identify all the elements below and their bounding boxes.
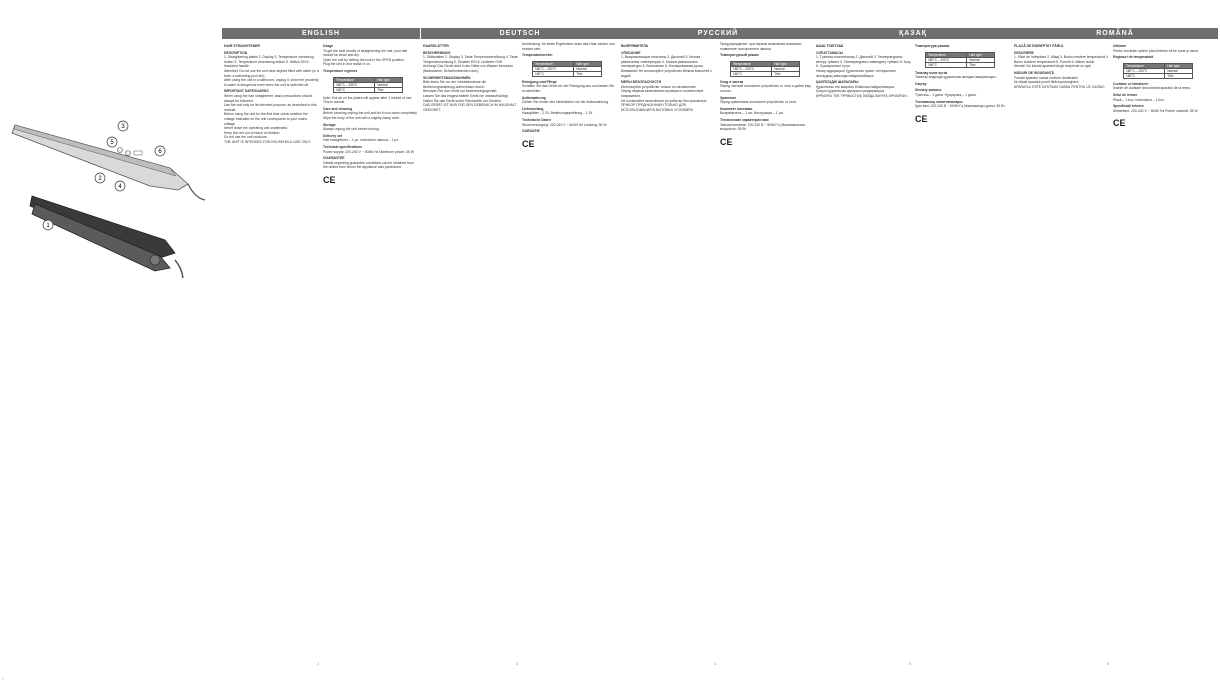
table-cell: Thin xyxy=(967,62,995,67)
paragraph: Never leave the operating unit unattended. xyxy=(224,126,289,131)
paragraph: Ziehen Sie immer den Netzstecker vor der Aufbewahrung. xyxy=(522,100,610,105)
section-heading: Уход и чистка xyxy=(720,79,744,84)
paragraph: Құрылғыны тек мақсаты бойынша пайдаланыңыз. xyxy=(816,84,895,89)
paragraph: Always unplug the unit before storing. xyxy=(323,127,380,132)
paragraph: Stromversorgung: 220-240 V ~ 50/60 Hz Leistung: 35 W xyxy=(522,122,607,127)
section-heading: ОПИСАНИЕ xyxy=(621,50,641,55)
straightener-top-view xyxy=(12,125,205,200)
table-cell: 180°C – 200°C xyxy=(731,66,772,71)
section-heading: Хранение xyxy=(720,95,737,100)
table-cell: 160°C xyxy=(926,62,967,67)
paragraph: Nu lăsați aparatul pornit fără supraveghere. xyxy=(1014,80,1080,85)
paragraph: Keep the unit out of reach of children. xyxy=(224,130,281,135)
section-heading: Температурный режим xyxy=(720,53,759,58)
paragraph: Электропитание: 220-240 В ~ 50/60 Гц Максимальная мощность: 35 Вт xyxy=(720,122,805,132)
paragraph: Перед хранением отключите устройство от сети. xyxy=(720,100,797,105)
paragraph: Назар аударыңыз! Құрылғыны сумен толтырылған заттардың жанында пайдаланбаңыз. xyxy=(816,68,896,78)
paragraph: Înainte de curățare deconectați aparatul de la rețea. xyxy=(1113,86,1191,91)
paragraph: When using the hair straightener, basic precautions should always be followed. xyxy=(224,93,313,103)
callout-1: 1 xyxy=(46,223,50,229)
paragraph: Halten Sie das Gerät außer Reichweite von Kindern. xyxy=(423,98,502,103)
section-heading: Utilizare xyxy=(1113,44,1127,48)
page-number: 4 xyxy=(714,661,717,666)
table-cell: Thin xyxy=(772,71,800,76)
section-heading: BESCHREIBUNG xyxy=(423,50,451,55)
table-cell: Hair type xyxy=(772,61,800,66)
paragraph: Wipe the body of the unit with a slightly damp cloth. xyxy=(323,115,401,120)
paragraph: Pentru rezultate optime părul trebuie să fie curat și uscat. xyxy=(1113,48,1199,53)
section-heading: Technische Daten xyxy=(522,117,551,122)
table-cell: 180°C – 200°C xyxy=(926,57,967,62)
paragraph: Bitte lesen Sie vor der Inbetriebnahme die Bedienungsanleitung aufmerksam durch. xyxy=(423,80,487,89)
column-header: ENGLISH xyxy=(222,28,420,39)
section-heading: HAIR STRAIGHTENER xyxy=(224,44,260,48)
paragraph: Anwendung: für beste Ergebnisse muss das Haar sauber und trocken sein. xyxy=(522,42,615,51)
paragraph: THE UNIT IS INTENDED FOR HOUSEHOLD USE ONLY. xyxy=(224,139,311,144)
paragraph: Не оставляйте включённое устройство без присмотра. xyxy=(621,98,708,103)
page-number: 5 xyxy=(909,661,912,666)
section-heading: Aufbewahrung xyxy=(522,95,546,100)
text-subcolumn-left xyxy=(621,42,716,662)
table-cell: Hair type xyxy=(967,52,995,57)
paragraph: Перед чисткой отключите устройство от сети и дайте ему остыть. xyxy=(720,84,811,93)
paragraph: Выпрямитель – 1 шт. Инструкция – 1 шт. xyxy=(720,111,784,116)
section-heading: Usage xyxy=(323,44,334,48)
section-heading: SICHERHEITSMASSNAHMEN xyxy=(423,75,471,80)
section-heading: PLACĂ DE ÎNDREPTAT PĂRUL xyxy=(1014,44,1064,48)
text-subcolumn-left xyxy=(816,42,911,662)
text-subcolumn-left xyxy=(224,42,319,662)
column-header: ҚАЗАҚ xyxy=(814,28,1012,39)
straightener-side-view xyxy=(30,196,183,278)
paragraph: Achtung! Das Gerät nicht in der Nähe von Wasser benutzen (Badewanne, Schwimmbecken usw.). xyxy=(423,64,513,73)
text-subcolumn-left xyxy=(423,42,518,662)
paragraph: Haarglätter – 1 St. Bedienungsanleitung – 1 St. xyxy=(522,111,593,116)
page-number: 6 xyxy=(1107,661,1110,666)
product-illustration xyxy=(0,28,222,278)
table-cell: Normal xyxy=(772,66,800,71)
paragraph: 1. Түзеткіш пластиналар 2. Дисплей 3. Температураны көтеру түймесі 4. Температураны төмендету түймесі 5. Қосу 6. Оқшауланған тұтқа xyxy=(816,55,911,69)
table-cell: Normal xyxy=(375,82,403,87)
section-heading: HAARGLÄTTER xyxy=(423,44,449,48)
paragraph: 1. Glättplatten 2. Display 3. Taste Temperaturerhöhung 4. Taste Temperatursenkung 5. Schalter EIN 6. Isolierter Griff xyxy=(423,55,518,64)
ce-mark: CE xyxy=(323,174,336,185)
paragraph: ҚҰРЫЛҒЫ ТЕК ТҰРМЫСТЫҚ ПАЙДАЛАНУҒА АРНАЛҒАН. xyxy=(816,93,908,98)
table-cell: Temperature xyxy=(926,52,967,57)
text-subcolumn-right xyxy=(323,42,418,662)
table-cell: Thin xyxy=(574,71,602,76)
table-cell: Hair type xyxy=(574,61,602,66)
callout-2: 2 xyxy=(98,176,102,182)
paragraph: Lassen Sie das eingeschaltete Gerät nie unbeaufsichtigt. xyxy=(423,93,509,98)
page-number: 3 xyxy=(516,661,519,666)
paragraph: ПРИБОР ПРЕДНАЗНАЧЕН ТОЛЬКО ДЛЯ ИСПОЛЬЗОВАНИЯ В БЫТОВЫХ УСЛОВИЯХ. xyxy=(621,103,694,112)
paragraph: Тазалау алдында құрылғыны желіден ажыратыңыз. xyxy=(915,75,997,80)
section-heading: Lieferumfang xyxy=(522,106,544,111)
column-deutsch xyxy=(421,28,619,668)
text-subcolumn-right xyxy=(915,42,1010,662)
paragraph: Внимание! Не используйте устройство вблизи ёмкостей с водой. xyxy=(621,68,712,78)
table-cell: Temperature xyxy=(1124,63,1165,68)
callout-5: 5 xyxy=(110,140,114,146)
section-heading: Regimuri de temperatură xyxy=(1113,55,1154,60)
paragraph: Use the unit only for its intended purpose, as described in this manual. xyxy=(224,103,317,112)
section-heading: Curățare și întreținere xyxy=(1113,81,1149,86)
paragraph: Schalten Sie das Gerät vor der Reinigung aus und lassen Sie es abkühlen. xyxy=(522,84,615,93)
page-number: 2 xyxy=(317,661,320,666)
section-heading: MĂSURI DE SIGURANȚĂ xyxy=(1014,70,1055,75)
callout-3: 3 xyxy=(121,124,125,130)
table-cell: 160°C xyxy=(731,71,772,76)
paragraph: Alimentare: 220-240 V ~ 50/60 Hz Putere maximă: 35 W xyxy=(1113,108,1198,113)
ce-mark: CE xyxy=(915,113,928,124)
temperature-table xyxy=(1123,63,1193,79)
table-cell: Temperature xyxy=(731,61,772,66)
paragraph: Attention! Do not use the unit near objects filled with water (in a bath, a swimming pool etc). xyxy=(224,68,319,78)
table-cell: 180°C – 200°C xyxy=(334,82,375,87)
ce-mark: CE xyxy=(720,136,733,147)
table-cell: 160°C xyxy=(533,71,574,76)
paragraph: Hair straightener – 1 pc. Instruction manual – 1 pc. xyxy=(323,138,399,143)
paragraph: Перед первым включением проверьте соответствие напряжения. xyxy=(621,89,704,98)
paragraph: Используйте устройство только по назначению. xyxy=(621,84,697,89)
paragraph: 1. Straightening plates 2. Display 3. Temperature increasing button 4. Temperature decreasing button 5. Switch ON 6. Insulated handle xyxy=(224,55,314,69)
paragraph: Atenție! Nu folosiți aparatul lângă recipiente cu apă. xyxy=(1014,64,1092,69)
paragraph: Before using the unit for the first time check whether the voltage indicated on the unit corresponds to your mains voltage. xyxy=(224,112,308,126)
paragraph: Power supply: 220-240 V ~ 50/60 Hz Maximum power: 35 W xyxy=(323,149,414,154)
column-russian xyxy=(619,28,817,668)
paragraph: Түзеткіш – 1 дана. Нұсқаулық – 1 дана. xyxy=(915,92,977,97)
section-heading: Reinigung und Pflege xyxy=(522,79,557,84)
table-cell: 180°C – 200°C xyxy=(1124,68,1165,73)
paragraph: Қуат көзі: 220-240 В ~ 50/60 Гц Максималды қуаты: 35 Вт xyxy=(915,104,1005,109)
table-cell: Hair type xyxy=(1165,63,1193,68)
section-heading: DESCRIERE xyxy=(1014,50,1034,55)
section-heading: Temperature regimes xyxy=(323,68,358,73)
section-heading: GARANTIE xyxy=(522,129,540,134)
column-header: ROMÂNĂ xyxy=(1012,28,1218,39)
table-cell: 160°C xyxy=(334,87,375,92)
temperature-table xyxy=(730,61,800,77)
temperature-table xyxy=(925,52,995,68)
section-heading: Specificații tehnice xyxy=(1113,104,1144,109)
section-heading: ВЫПРЯМИТЕЛЬ xyxy=(621,44,649,48)
paragraph: Note: Hot air on the plates will appear after 1 minute of use. This is normal. xyxy=(323,95,413,105)
paragraph: To get the best results of straightening the hair, your hair should be clean and dry. xyxy=(323,48,408,58)
section-heading: Setul de livrare xyxy=(1113,92,1138,97)
temperature-table xyxy=(532,61,602,77)
paragraph: Предупреждение: при первом включении возможно появление постороннего запаха. xyxy=(720,42,802,51)
section-heading: Жеткізу жинағы xyxy=(915,88,942,93)
paragraph: 1. Выпрямляющие пластины 2. Дисплей 3. Кнопка увеличения температуры 4. Кнопка уменьшения температуры 5. Включение 6. Изолированная ручка xyxy=(621,55,703,69)
table-cell: Normal xyxy=(574,66,602,71)
section-heading: Температура режимі xyxy=(915,44,950,48)
paragraph: Details regarding guarantee conditions can be obtained from the dealer from whom the appliance was purchased. xyxy=(323,160,414,170)
table-cell: Normal xyxy=(967,57,995,62)
section-heading: Тазалау және күтім xyxy=(915,70,948,75)
section-heading: DESCRIPTION xyxy=(224,50,248,55)
section-heading: Комплект поставки xyxy=(720,106,753,111)
text-subcolumn-right xyxy=(522,42,617,662)
column-header: DEUTSCH xyxy=(421,28,619,39)
paragraph: Folosiți aparatul numai conform destinației. xyxy=(1014,75,1079,80)
table-cell: Thin xyxy=(1165,73,1193,78)
column-romana xyxy=(1012,28,1218,668)
section-heading: Care and cleaning xyxy=(323,106,353,111)
ce-mark: CE xyxy=(1113,118,1126,129)
paragraph: Placă – 1 buc. Instrucțiuni – 1 buc. xyxy=(1113,97,1165,102)
ce-mark: CE xyxy=(522,138,535,149)
table-cell: Temperature xyxy=(334,77,375,82)
section-heading: Технические характеристики xyxy=(720,117,769,122)
table-cell: Thin xyxy=(375,87,403,92)
column-kazakh xyxy=(814,28,1012,668)
paragraph: Қосулы құрылғыны қараусыз қалдырмаңыз. xyxy=(816,89,885,94)
paragraph: Plug the unit in and switch it on. xyxy=(323,62,371,67)
column-english xyxy=(222,28,420,668)
paragraph: 1. Plăci de îndreptare 2. Afișaj 3. Buton creștere temperatură 4. Buton scădere temperatură 5. Pornire 6. Mâner izolat xyxy=(1014,55,1109,64)
section-heading: СИПАТТАМАСЫ xyxy=(816,50,843,55)
table-cell: 160°C xyxy=(1124,73,1165,78)
paragraph: APARATUL ESTE DESTINAT NUMAI PENTRU UZ CASNIC. xyxy=(1014,84,1106,89)
paragraph: Do not use the unit outdoors. xyxy=(224,135,268,140)
section-heading: Temperaturbereich xyxy=(522,53,553,58)
text-subcolumn-right xyxy=(720,42,815,662)
table-cell: 180°C – 200°C xyxy=(533,66,574,71)
section-heading: Storage xyxy=(323,122,336,127)
section-heading: Техникалық сипаттамалары xyxy=(915,99,963,104)
text-subcolumn-right xyxy=(1113,42,1208,662)
text-subcolumn-left xyxy=(1014,42,1109,662)
column-header: РУССКИЙ xyxy=(619,28,817,39)
section-heading: IMPORTANT SAFEGUARDS xyxy=(224,89,269,94)
table-cell: Temperature xyxy=(533,61,574,66)
paragraph: Before cleaning unplug the unit and let it cool down completely. xyxy=(323,111,418,116)
callout-6: 6 xyxy=(158,149,162,155)
section-heading: МЕРЫ БЕЗОПАСНОСТИ xyxy=(621,80,662,85)
section-heading: Delivery set xyxy=(323,133,343,138)
section-heading: ҚАУІПСІЗДІК ШАРАЛАРЫ xyxy=(816,80,859,85)
section-heading: Сақтау xyxy=(915,81,927,86)
corner-mark: ▪ xyxy=(2,676,4,681)
section-heading: ШАШ ТҮЗЕТКІШ xyxy=(816,44,844,48)
table-cell: Hair type xyxy=(375,77,403,82)
paragraph: DAS GERÄT IST NUR FÜR DEN GEBRAUCH IM HAUSHALT GEEIGNET. xyxy=(423,103,517,112)
temperature-table xyxy=(333,77,403,93)
section-heading: Technical specifications xyxy=(323,144,362,149)
section-heading: GUARANTEE xyxy=(323,156,345,161)
callout-4: 4 xyxy=(118,184,122,190)
paragraph: Open the unit by setting the lock in the OPEN position. xyxy=(323,57,405,62)
paragraph: Benutzen Sie das Gerät nur bestimmungsgemäß. xyxy=(423,89,498,94)
paragraph: After using the unit in a bathroom, unplug it, since the proximity to water is dangerous even when the unit is switched off. xyxy=(224,78,319,87)
table-cell: Normal xyxy=(1165,68,1193,73)
